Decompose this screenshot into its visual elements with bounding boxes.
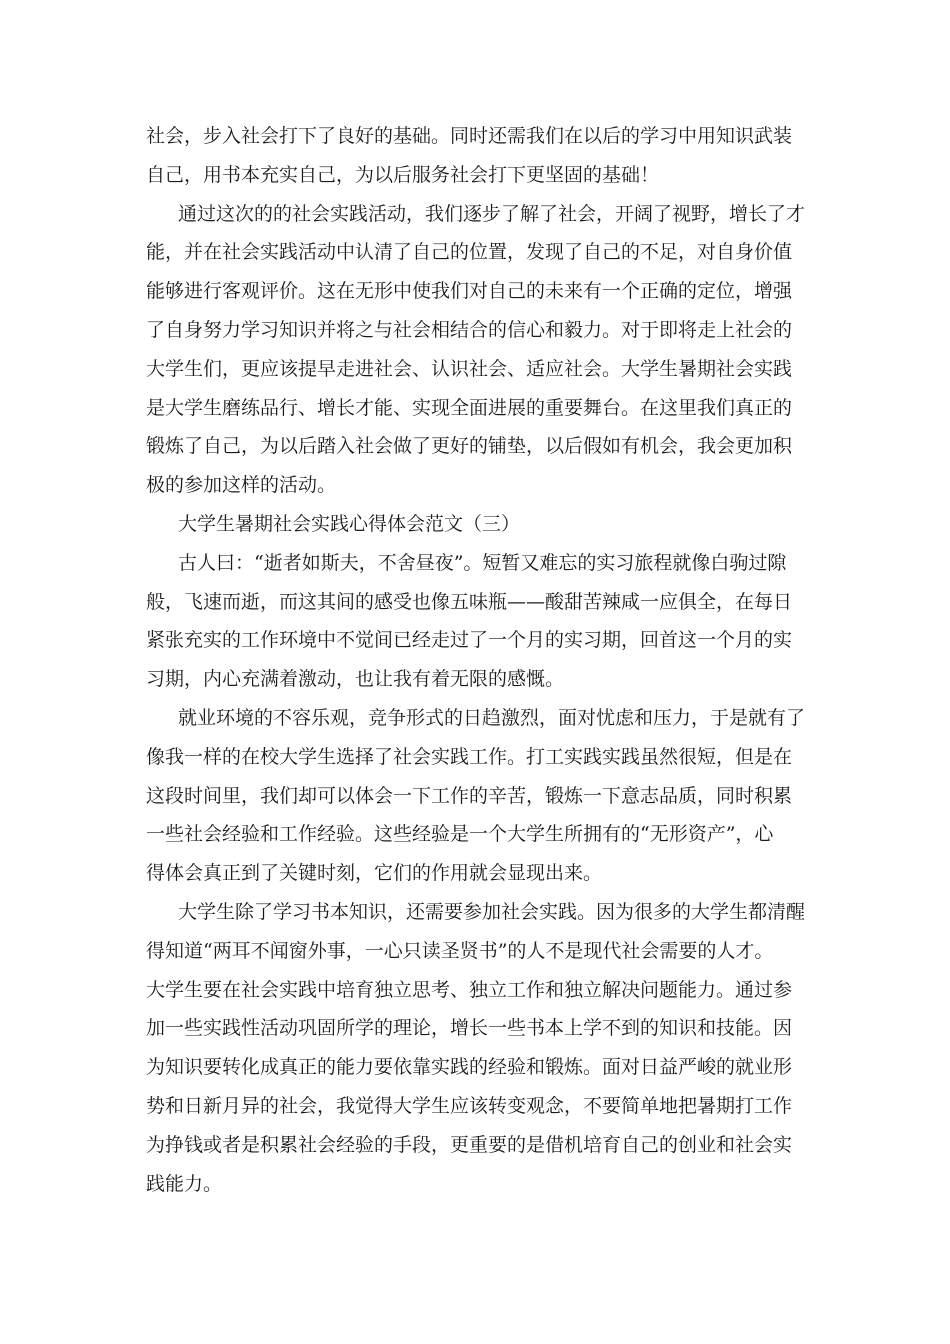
text-line: 加一些实践性活动巩固所学的理论，增长一些书本上学不到的知识和技能。因 <box>146 1017 793 1040</box>
text-line: 得体会真正到了关键时刻，它们的作用就会显现出来。 <box>146 862 603 885</box>
text-line: 锻炼了自己，为以后踏入社会做了更好的铺垫，以后假如有机会，我会更加积 <box>146 435 793 458</box>
text-line: 紧张充实的工作环境中不觉间已经走过了一个月的实习期，回首这一个月的实 <box>146 629 793 652</box>
text-line: 得知道“两耳不闻窗外事，一心只读圣贤书”的人不是现代社会需要的人才。 <box>146 939 774 962</box>
text-line: 自己，用书本充实自己，为以后服务社会打下更坚固的基础！ <box>146 163 660 186</box>
text-line: 这段时间里，我们却可以体会一下工作的辛苦，锻炼一下意志品质，同时积累 <box>146 784 793 807</box>
text-line: 是大学生磨练品行、增长才能、实现全面进展的重要舞台。在这里我们真正的 <box>146 396 793 419</box>
text-line: 大学生除了学习书本知识，还需要参加社会实践。因为很多的大学生都清醒 <box>178 900 806 923</box>
text-line: 一些社会经验和工作经验。这些经验是一个大学生所拥有的“无形资产”，心 <box>146 823 774 846</box>
text-line: 能，并在社会实践活动中认清了自己的位置，发现了自己的不足，对自身价值 <box>146 241 793 264</box>
text-line: 就业环境的不容乐观，竞争形式的日趋激烈，面对忧虑和压力，于是就有了 <box>178 706 806 729</box>
text-line: 践能力。 <box>146 1172 223 1195</box>
text-line: 古人曰：“逝者如斯夫，不舍昼夜”。短暂又难忘的实习旅程就像白驹过隙 <box>178 551 787 574</box>
text-line: 了自身努力学习知识并将之与社会相结合的信心和毅力。对于即将走上社会的 <box>146 318 793 341</box>
text-line: 能够进行客观评价。这在无形中使我们对自己的未来有一个正确的定位，增强 <box>146 280 793 303</box>
text-line: 通过这次的的社会实践活动，我们逐步了解了社会，开阔了视野，增长了才 <box>178 202 806 225</box>
text-line: 般，飞速而逝，而这其间的感受也像五味瓶——酸甜苦辣咸一应俱全，在每日 <box>146 590 793 613</box>
text-line: 大学生们，更应该提早走进社会、认识社会、适应社会。大学生暑期社会实践 <box>146 357 793 380</box>
text-line: 像我一样的在校大学生选择了社会实践工作。打工实践实践虽然很短，但是在 <box>146 745 793 768</box>
section-heading: 大学生暑期社会实践心得体会范文（三） <box>178 512 521 535</box>
text-line: 大学生要在社会实践中培育独立思考、独立工作和独立解决问题能力。通过参 <box>146 978 793 1001</box>
text-line: 为挣钱或者是积累社会经验的手段，更重要的是借机培育自己的创业和社会实 <box>146 1133 793 1156</box>
text-line: 习期，内心充满着激动，也让我有着无限的感慨。 <box>146 668 565 691</box>
document-page <box>146 117 806 1203</box>
text-line: 社会，步入社会打下了良好的基础。同时还需我们在以后的学习中用知识武装 <box>146 125 793 147</box>
text-line: 极的参加这样的活动。 <box>146 474 337 497</box>
text-line: 势和日新月异的社会，我觉得大学生应该转变观念，不要简单地把暑期打工作 <box>146 1094 793 1117</box>
text-line: 为知识要转化成真正的能力要依靠实践的经验和锻炼。面对日益严峻的就业形 <box>146 1056 793 1079</box>
